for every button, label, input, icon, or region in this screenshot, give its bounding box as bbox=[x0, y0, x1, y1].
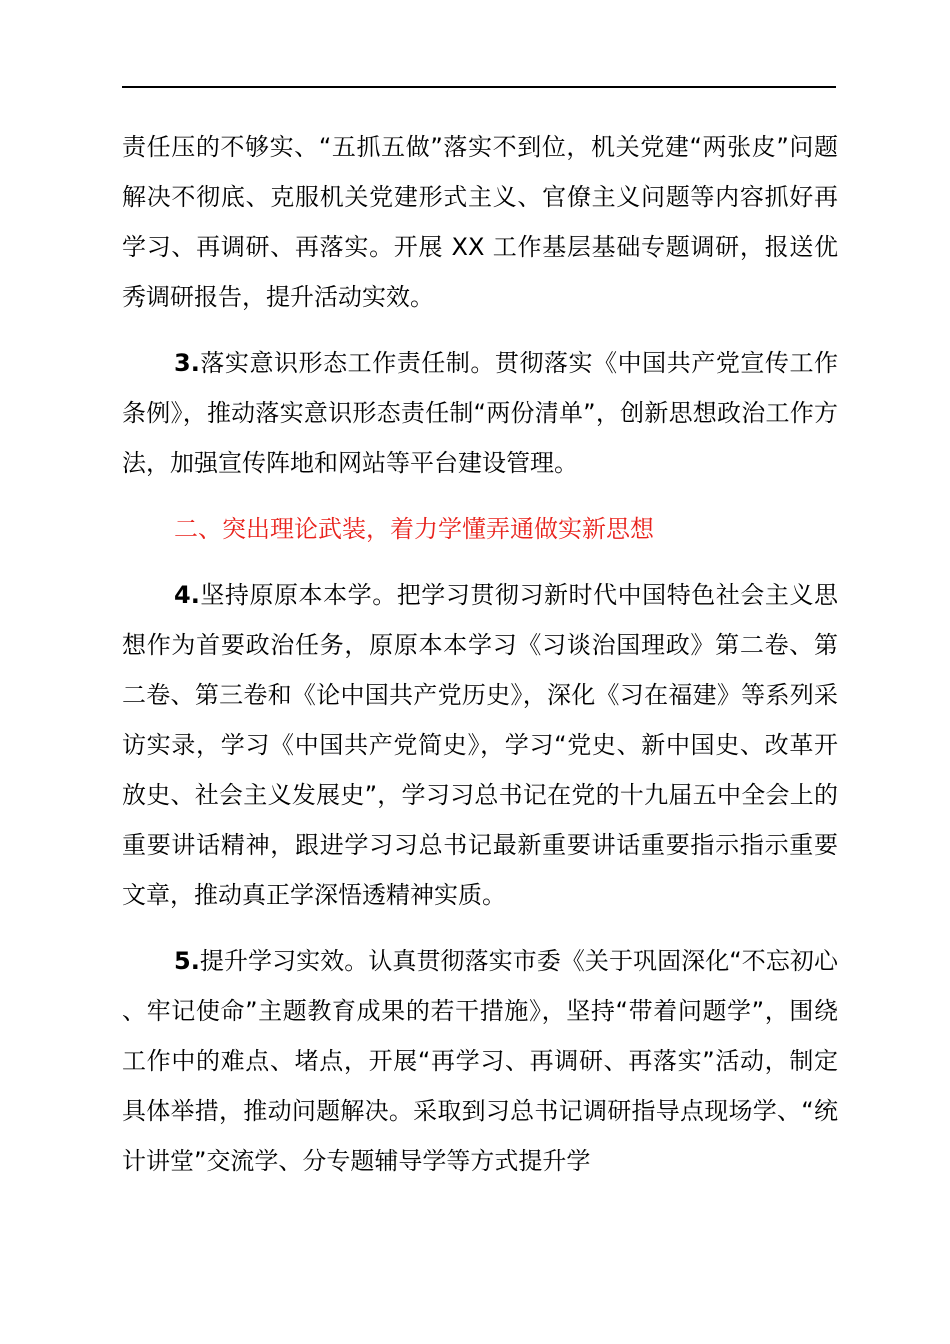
document-body bbox=[122, 122, 838, 1186]
item-number: 5. bbox=[174, 947, 200, 975]
header-rule bbox=[122, 86, 836, 88]
section-heading: 二、突出理论武装，着力学懂弄通做实新思想 bbox=[174, 515, 654, 543]
item-number: 3. bbox=[174, 349, 200, 377]
paragraph-item-5 bbox=[122, 936, 838, 1186]
paragraph-text: 责任压的不够实、“五抓五做”落实不到位，机关党建“两张皮”问题解决不彻底、克服机关党建形式主义、官僚主义问题等内容抓好再学习、再调研、再落实。开展 XX 工作基层基础专题调研，报送优秀调研报告，提升活动实效。 bbox=[122, 133, 838, 311]
paragraph-item-4 bbox=[122, 570, 838, 920]
paragraph-item-3 bbox=[122, 338, 838, 488]
paragraph-text: 提升学习实效。认真贯彻落实市委《关于巩固深化“不忘初心、牢记使命”主题教育成果的若干措施》，坚持“带着问题学”，围绕工作中的难点、堵点，开展“再学习、再调研、再落实”活动，制定具体举措，推动问题解决。采取到习总书记调研指导点现场学、“统计讲堂”交流学、分专题辅导学等方式提升学 bbox=[122, 947, 838, 1175]
item-number: 4. bbox=[174, 581, 200, 609]
paragraph-continuation bbox=[122, 122, 838, 322]
paragraph-text: 坚持原原本本学。把学习贯彻习新时代中国特色社会主义思想作为首要政治任务，原原本本学习《习谈治国理政》第二卷、第二卷、第三卷和《论中国共产党历史》，深化《习在福建》等系列采访实录，学习《中国共产党简史》，学习“党史、新中国史、改革开放史、社会主义发展史”，学习习总书记在党的十九届五中全会上的重要讲话精神，跟进学习习总书记最新重要讲话重要指示指示重要文章，推动真正学深悟透精神实质。 bbox=[122, 581, 838, 909]
paragraph-text: 落实意识形态工作责任制。贯彻落实《中国共产党宣传工作条例》，推动落实意识形态责任制“两份清单”，创新思想政治工作方法，加强宣传阵地和网站等平台建设管理。 bbox=[122, 349, 838, 477]
